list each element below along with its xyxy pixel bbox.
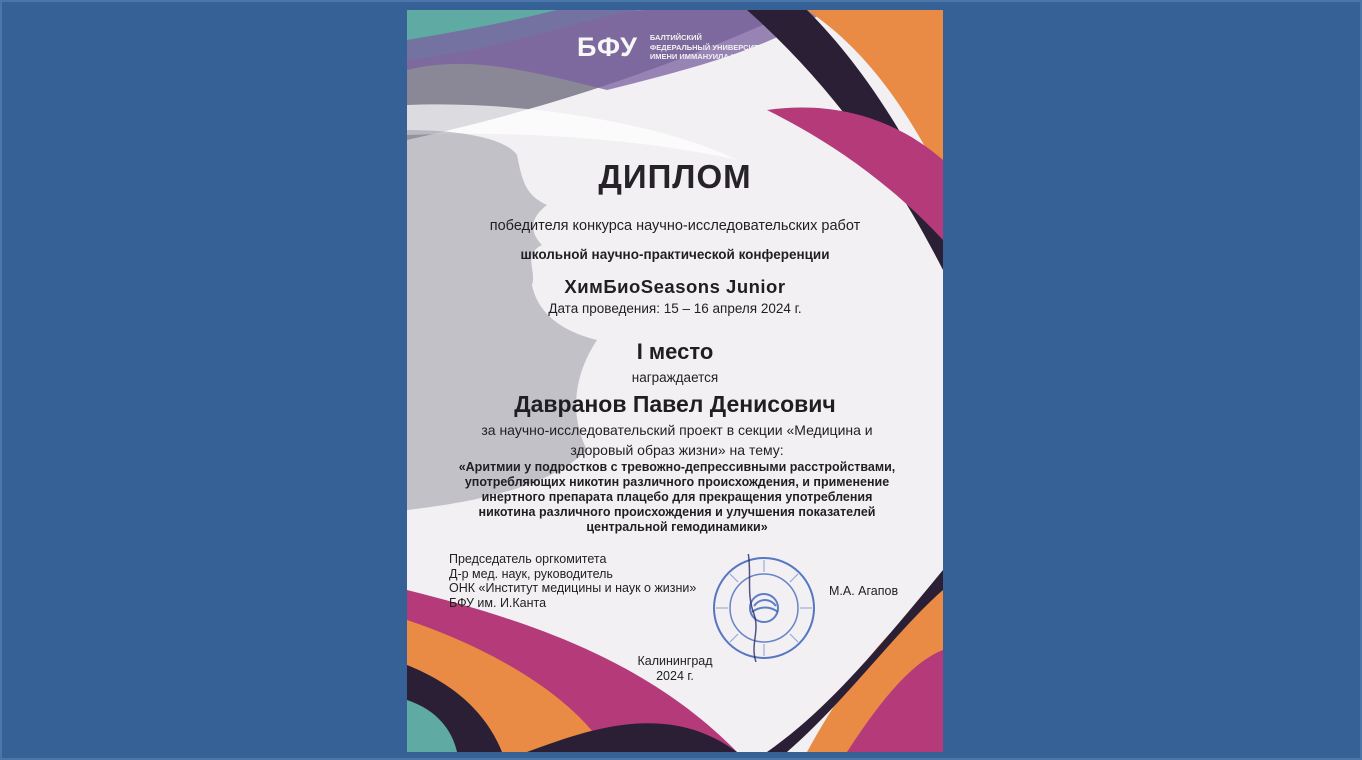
diploma-subtitle: победителя конкурса научно-исследовательских работ <box>489 218 861 234</box>
logo-text <box>650 33 790 62</box>
award-place: I место <box>636 339 714 364</box>
signer-name: М.А. Агапов <box>829 584 899 598</box>
conference-name: школьной научно-практической конференции <box>520 247 830 262</box>
year: 2024 г. <box>656 668 694 683</box>
project-topic: «Аритмии у подростков с тревожно-депрессивными расстройствами, употребляющих никотин различного происхождения, и применение инертного препарата плацебо для прекращения употребления никотина различного происхождения и улучшения показателей центральной гемодинамики» <box>458 460 896 534</box>
event-date: Дата проведения: 15 – 16 апреля 2024 г. <box>548 301 802 316</box>
signature-block <box>449 552 696 610</box>
logo-line: БАЛТИЙСКИЙ <box>649 33 702 43</box>
project-description: за научно-исследовательский проект в секции «Медицина и здоровый образ жизни» на тему: <box>481 422 873 458</box>
signature-line: Председатель оргкомитета <box>449 552 607 566</box>
place-and-year <box>407 654 943 683</box>
university-logo <box>577 32 790 63</box>
event-name: ХимБиоSeasons Junior <box>564 276 786 297</box>
signature-line: Д-р мед. наук, руководитель <box>449 566 613 581</box>
logo-line: ФЕДЕРАЛЬНЫЙ УНИВЕРСИТЕТ <box>649 42 769 52</box>
logo-mark: БФУ <box>577 32 638 62</box>
city: Калининград <box>637 654 713 668</box>
signature-line: ОНК «Институт медицины и наук о жизни» <box>449 581 697 595</box>
awarded-label: награждается <box>631 370 719 385</box>
logo-line: ИМЕНИ ИММАНУИЛА КАНТА <box>649 52 756 62</box>
diploma-title: ДИПЛОМ <box>598 158 752 195</box>
round-seal-icon <box>710 554 818 662</box>
recipient-name: Давранов Павел Денисович <box>514 391 836 417</box>
signature-line: БФУ им. И.Канта <box>449 595 547 610</box>
diploma-document <box>407 10 943 752</box>
